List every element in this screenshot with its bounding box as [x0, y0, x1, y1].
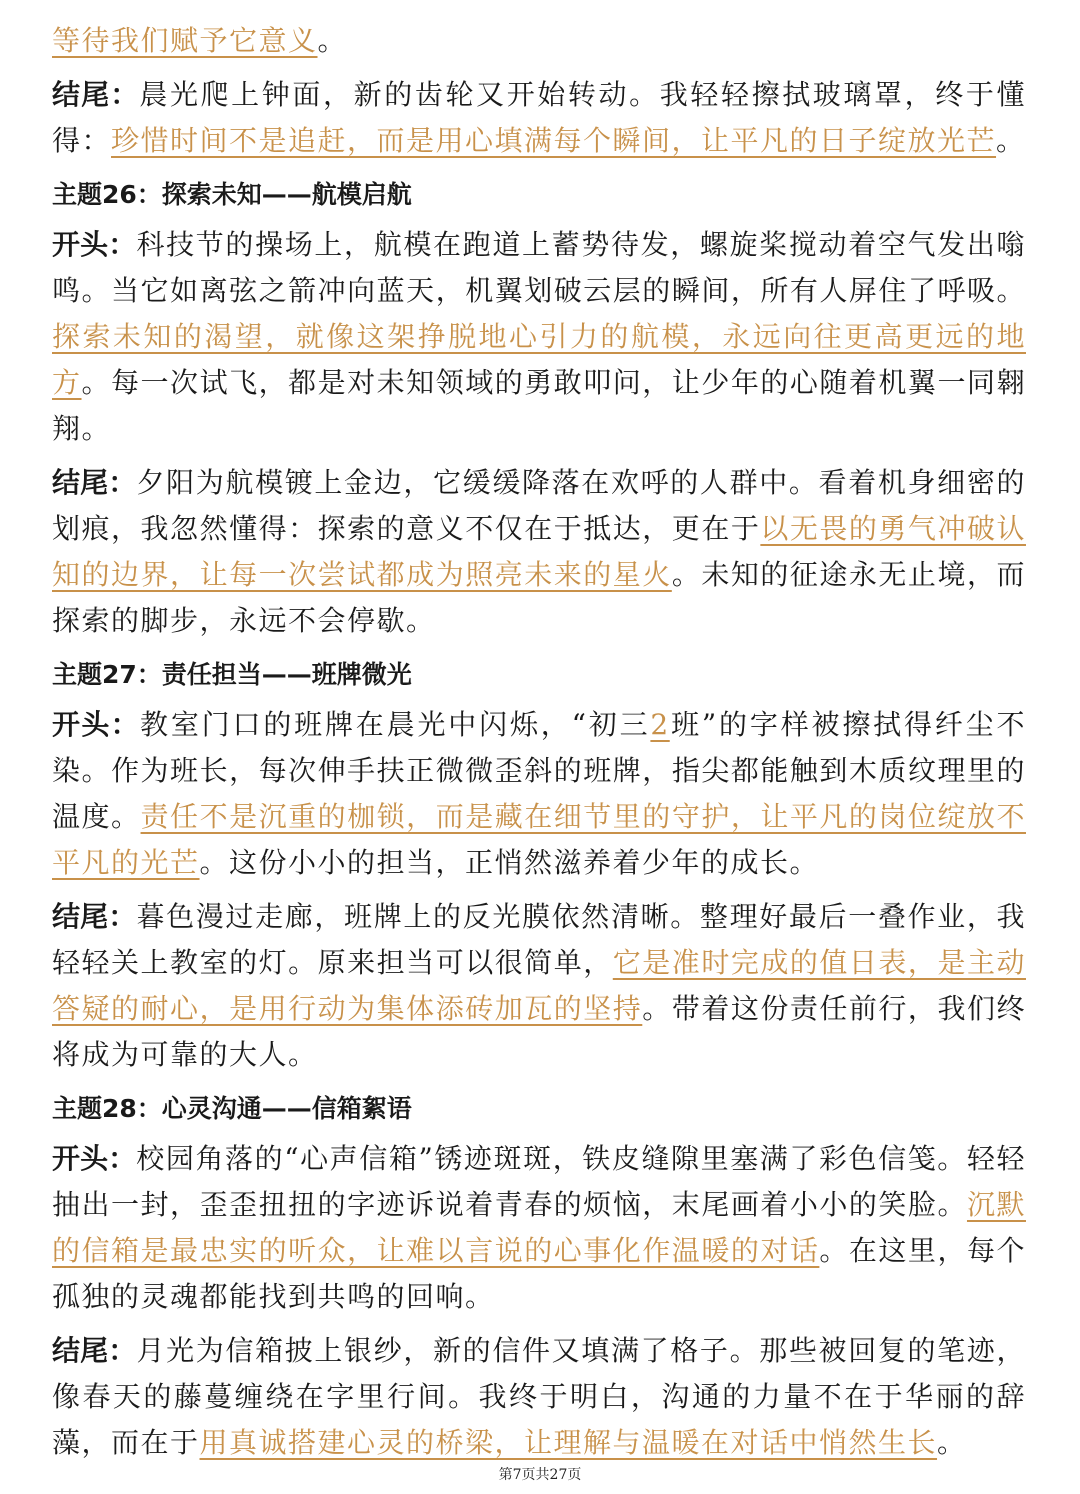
paragraph — [52, 18, 1026, 64]
text-segment: 教室门口的班牌在晨光中闪烁，“初三 — [140, 708, 651, 741]
text-segment: 。在这里，每个孤独的灵魂都能找到共鸣的回响。 — [52, 1234, 1026, 1313]
highlighted-text: 用真诚搭建心灵的桥梁，让理解与温暖在对话中悄然生长 — [199, 1426, 938, 1459]
section-heading: 主题26：探索未知——航模启航 — [52, 180, 412, 209]
document-content — [52, 18, 1026, 1466]
text-segment: 。这份小小的担当，正悄然滋养着少年的成长。 — [199, 846, 820, 879]
paragraph-lead-label: 开头： — [52, 708, 140, 741]
paragraph-lead-label: 开头： — [52, 228, 137, 261]
text-segment: 晨光爬上钟面，新的齿轮又开始转动。我轻轻擦拭玻璃罩，终于懂得： — [52, 78, 1026, 157]
paragraph — [52, 1136, 1026, 1320]
highlighted-text: 沉默的信箱是最忠实的听众，让难以言说的心事化作温暖的对话 — [52, 1188, 1026, 1267]
section-heading: 主题27：责任担当——班牌微光 — [52, 660, 412, 689]
paragraph-lead-label: 结尾： — [52, 1334, 137, 1367]
paragraph-lead-label: 结尾： — [52, 466, 137, 499]
highlighted-text: 探索未知的渴望，就像这架挣脱地心引力的航模，永远向往更高更远的地方 — [52, 320, 1026, 399]
text-segment: 校园角落的“心声信箱”锈迹斑斑，铁皮缝隙里塞满了彩色信笺。轻轻抽出一封，歪歪扭扭的字迹诉说着青春的烦恼，末尾画着小小的笑脸。 — [52, 1142, 1026, 1221]
highlighted-text: 以无畏的勇气冲破认知的边界，让每一次尝试都成为照亮未来的星火 — [52, 512, 1026, 591]
text-segment: 月光为信箱披上银纱，新的信件又填满了格子。那些被回复的笔迹，像春天的藤蔓缠绕在字里行间。我终于明白，沟通的力量不在于华丽的辞藻，而在于 — [52, 1334, 1026, 1459]
text-segment: 。 — [317, 24, 348, 57]
highlighted-text: 等待我们赋予它意义 — [52, 24, 318, 57]
text-segment: 。 — [996, 124, 1026, 157]
paragraph — [52, 1328, 1026, 1466]
paragraph — [52, 72, 1026, 164]
text-segment: 夕阳为航模镀上金边，它缓缓降落在欢呼的人群中。看着机身细密的划痕，我忽然懂得：探索的意义不仅在于抵达，更在于 — [52, 466, 1026, 545]
paragraph — [52, 460, 1026, 644]
highlighted-text: 珍惜时间不是追赶，而是用心填满每个瞬间，让平凡的日子绽放光芒 — [111, 124, 997, 157]
paragraph-lead-label: 开头： — [52, 1142, 137, 1175]
text-segment: 。 — [937, 1426, 967, 1459]
text-segment: 科技节的操场上，航模在跑道上蓄势待发，螺旋桨搅动着空气发出嗡鸣。当它如离弦之箭冲向蓝天，机翼划破云层的瞬间，所有人屏住了呼吸。 — [52, 228, 1026, 307]
text-segment: 。每一次试飞，都是对未知领域的勇敢叩问，让少年的心随着机翼一同翱翔。 — [52, 366, 1026, 445]
paragraph — [52, 894, 1026, 1078]
text-segment: 班”的字样被擦拭得纤尘不染。作为班长，每次伸手扶正微微歪斜的班牌，指尖都能触到木质纹理里的温度。 — [52, 708, 1026, 833]
highlighted-text: 它是准时完成的值日表，是主动答疑的耐心，是用行动为集体添砖加瓦的坚持 — [52, 946, 1026, 1025]
highlighted-text: 2 — [650, 708, 670, 741]
section-heading: 主题28：心灵沟通——信箱絮语 — [52, 1094, 412, 1123]
text-segment: 。未知的征途永无止境，而探索的脚步，永远不会停歇。 — [52, 558, 1026, 637]
paragraph — [52, 702, 1026, 886]
paragraph — [52, 222, 1026, 452]
highlighted-text: 责任不是沉重的枷锁，而是藏在细节里的守护，让平凡的岗位绽放不平凡的光芒 — [52, 800, 1026, 879]
text-segment: 。带着这份责任前行，我们终将成为可靠的大人。 — [52, 992, 1026, 1071]
paragraph-lead-label: 结尾： — [52, 78, 140, 111]
text-segment: 暮色漫过走廊，班牌上的反光膜依然清晰。整理好最后一叠作业，我轻轻关上教室的灯。原来担当可以很简单， — [52, 900, 1026, 979]
paragraph-lead-label: 结尾： — [52, 900, 137, 933]
page-footer: 第7页共27页 — [498, 1467, 582, 1483]
